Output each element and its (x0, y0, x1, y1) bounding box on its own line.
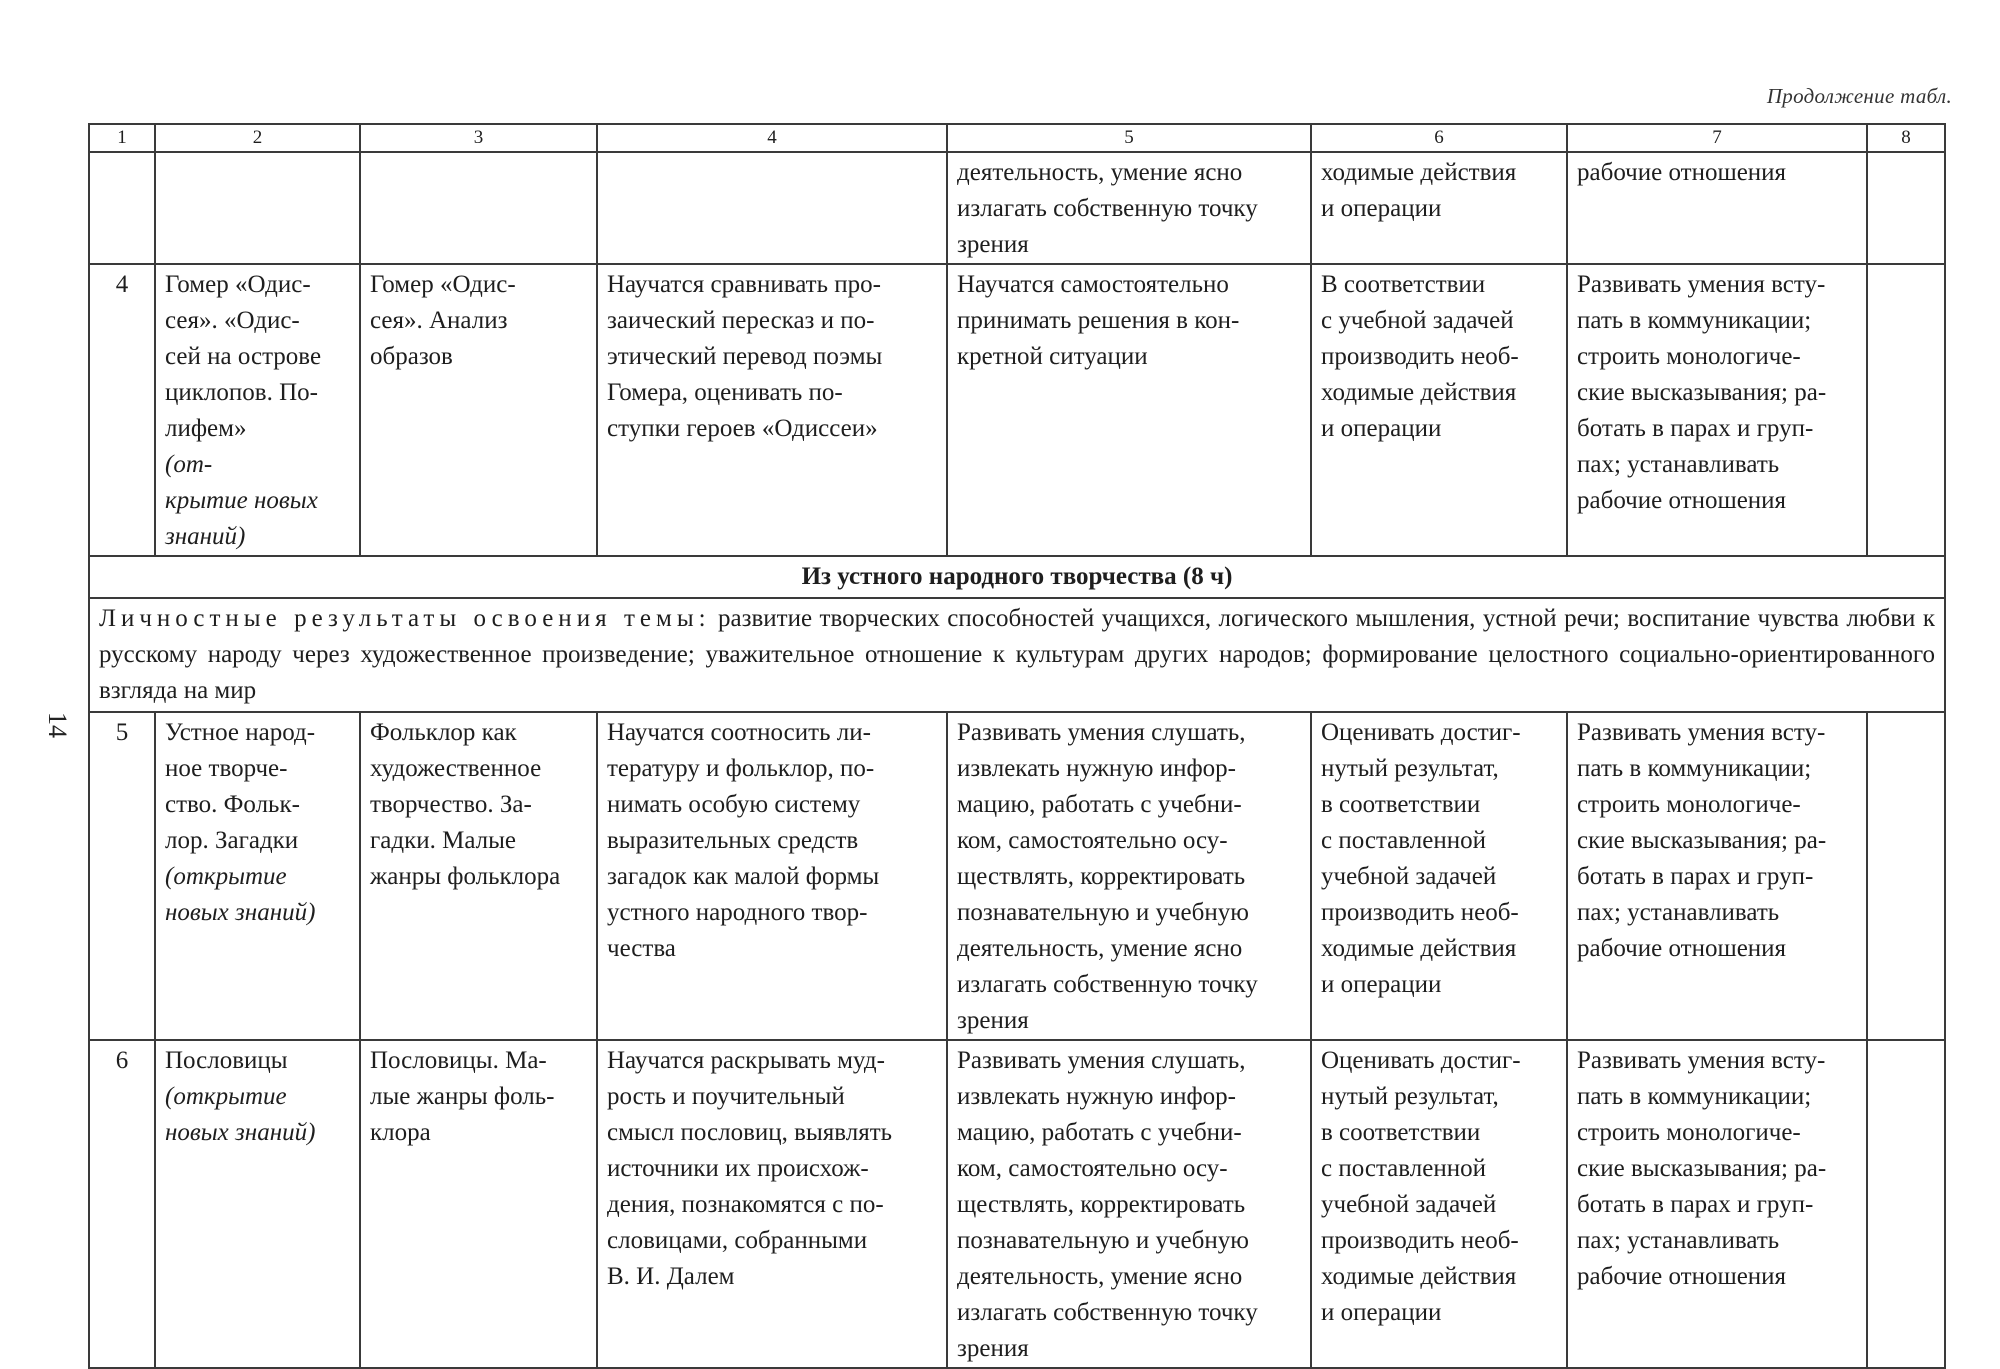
lesson-type (165, 1079, 350, 1151)
text-line: Развивать умения слушать, (957, 1047, 1246, 1074)
text-line: познавательную и учебную (957, 899, 1249, 926)
content-cell (360, 264, 597, 556)
text-line: и операции (1321, 415, 1442, 442)
regulative-results-cell (1311, 264, 1567, 556)
column-number: 4 (597, 124, 947, 152)
column-number: 3 (360, 124, 597, 152)
subject-results-cell (597, 712, 947, 1040)
text-line: ное творче- (165, 755, 288, 782)
column-number: 8 (1867, 124, 1945, 152)
text-line: и операции (1321, 971, 1442, 998)
text-line: ство. Фольк- (165, 791, 300, 818)
text-line: Гомер «Одис- (370, 271, 516, 298)
text-line: заический пересказ и по- (607, 307, 875, 334)
empty-cell (1867, 264, 1945, 556)
lesson-number-cell: 4 (89, 264, 155, 556)
text-line: ботать в парах и груп- (1577, 1191, 1814, 1218)
text-line: ходимые действия (1321, 935, 1517, 962)
text-line: мацию, работать с учебни- (957, 1119, 1242, 1146)
page-number: 14 (43, 712, 72, 738)
empty-cell (360, 152, 597, 264)
table-row-lesson-4 (89, 264, 1945, 556)
cognitive-results-cell (947, 712, 1311, 1040)
lesson-topic (165, 1043, 350, 1079)
text-line: рабочие отношения (1577, 935, 1787, 962)
content-cell (360, 1040, 597, 1368)
personal-results-row (89, 598, 1945, 712)
text-line: производить необ- (1321, 1227, 1519, 1254)
text-line: деятельность, умение ясно (957, 935, 1243, 962)
text-line: с поставленной (1321, 1155, 1486, 1182)
text-line: строить монологиче- (1577, 1119, 1801, 1146)
text-line: художественное (370, 755, 542, 782)
text-line: клора (370, 1119, 431, 1146)
text-line: образов (370, 343, 453, 370)
text-line: крытие новых (165, 487, 318, 514)
text-line: В соответствии (1321, 271, 1486, 298)
lesson-topic-cell (155, 712, 360, 1040)
text-line: извлекать нужную инфор- (957, 755, 1237, 782)
communicative-results-cell (1567, 1040, 1867, 1368)
regulative-results-cell (1311, 712, 1567, 1040)
text-line: этический перевод поэмы (607, 343, 883, 370)
subject-results-cell (597, 1040, 947, 1368)
personal-results-label: Личностные результаты освоения темы: (99, 605, 711, 632)
text-line: сея». Анализ (370, 307, 508, 334)
empty-cell (1867, 712, 1945, 1040)
text-line: Развивать умения всту- (1577, 271, 1826, 298)
text-line: чества (607, 935, 676, 962)
text-line: познавательную и учебную (957, 1227, 1249, 1254)
lesson-number-cell: 5 (89, 712, 155, 1040)
text-line: Фольклор как (370, 719, 517, 746)
text-line: ские высказывания; ра- (1577, 379, 1827, 406)
text-line: знаний) (165, 523, 246, 550)
table-row-lesson-6 (89, 1040, 1945, 1368)
text-line: рабочие отношения (1577, 159, 1787, 186)
empty-cell (1867, 1040, 1945, 1368)
text-line: излагать собственную точку (957, 1299, 1258, 1326)
lesson-type (165, 447, 350, 555)
text-line: Оценивать достиг- (1321, 1047, 1521, 1074)
text-line: кретной ситуации (957, 343, 1148, 370)
text-line: ботать в парах и груп- (1577, 415, 1814, 442)
text-line: строить монологиче- (1577, 343, 1801, 370)
text-line: новых знаний) (165, 899, 316, 926)
communicative-results-cell (1567, 152, 1867, 264)
text-line: Оценивать достиг- (1321, 719, 1521, 746)
text-line: и операции (1321, 1299, 1442, 1326)
text-line: жанры фольклора (370, 863, 561, 890)
text-line: (от- (165, 451, 213, 478)
table-row-lesson-5 (89, 712, 1945, 1040)
text-line: нутый результат, (1321, 755, 1499, 782)
column-number: 2 (155, 124, 360, 152)
text-line: циклопов. По- (165, 379, 318, 406)
subject-results-cell (597, 264, 947, 556)
text-line: Пословицы (165, 1047, 288, 1074)
lesson-topic (165, 267, 350, 447)
cognitive-results-cell (947, 264, 1311, 556)
text-line: Пословицы. Ма- (370, 1047, 547, 1074)
text-line: пах; устанавливать (1577, 1227, 1780, 1254)
lesson-type (165, 859, 350, 931)
text-line: Научатся соотносить ли- (607, 719, 871, 746)
text-line: лор. Загадки (165, 827, 299, 854)
table-continuation-caption: Продолжение табл. (1766, 84, 1952, 108)
text-line: словицами, собранными (607, 1227, 868, 1254)
lesson-topic-cell (155, 1040, 360, 1368)
column-number: 6 (1311, 124, 1567, 152)
text-line: лифем» (165, 415, 247, 442)
text-line: дения, познакомятся с по- (607, 1191, 884, 1218)
text-line: лые жанры фоль- (370, 1083, 555, 1110)
column-number: 1 (89, 124, 155, 152)
text-line: пать в коммуникации; (1577, 755, 1812, 782)
column-number-row (89, 124, 1945, 152)
text-line: ходимые действия (1321, 159, 1517, 186)
text-line: и операции (1321, 195, 1442, 222)
text-line: в соответствии (1321, 1119, 1481, 1146)
text-line: (открытие (165, 1083, 287, 1110)
text-line: устного народного твор- (607, 899, 868, 926)
text-line: с учебной задачей (1321, 307, 1514, 334)
empty-cell (155, 152, 360, 264)
text-line: ком, самостоятельно осу- (957, 1155, 1228, 1182)
text-line: новых знаний) (165, 1119, 316, 1146)
text-line: пать в коммуникации; (1577, 1083, 1812, 1110)
text-line: гадки. Малые (370, 827, 517, 854)
text-line: сея». «Одис- (165, 307, 300, 334)
text-line: ступки героев «Одиссеи» (607, 415, 878, 442)
text-line: с поставленной (1321, 827, 1486, 854)
text-line: рабочие отношения (1577, 487, 1787, 514)
text-line: смысл пословиц, выявлять (607, 1119, 893, 1146)
text-line: зрения (957, 1007, 1029, 1034)
text-line: ботать в парах и груп- (1577, 863, 1814, 890)
text-line: Научатся сравнивать про- (607, 271, 881, 298)
column-number: 7 (1567, 124, 1867, 152)
text-line: ходимые действия (1321, 1263, 1517, 1290)
text-line: тературу и фольклор, по- (607, 755, 875, 782)
column-number: 5 (947, 124, 1311, 152)
lesson-number-cell: 6 (89, 1040, 155, 1368)
text-line: Гомер «Одис- (165, 271, 311, 298)
communicative-results-cell (1567, 712, 1867, 1040)
text-line: ские высказывания; ра- (1577, 1155, 1827, 1182)
lesson-plan-table (88, 123, 1946, 1369)
text-line: Устное народ- (165, 719, 316, 746)
text-line: излагать собственную точку (957, 195, 1258, 222)
text-line: пах; устанавливать (1577, 451, 1780, 478)
text-line: источники их происхож- (607, 1155, 869, 1182)
text-line: деятельность, умение ясно (957, 1263, 1243, 1290)
regulative-results-cell (1311, 1040, 1567, 1368)
text-line: нимать особую систему (607, 791, 861, 818)
section-title: Из устного народного творчества (8 ч) (89, 556, 1945, 598)
empty-cell (1867, 152, 1945, 264)
text-line: выразительных средств (607, 827, 859, 854)
text-line: производить необ- (1321, 899, 1519, 926)
text-line: Научатся раскрывать муд- (607, 1047, 885, 1074)
text-line: ходимые действия (1321, 379, 1517, 406)
text-line: Развивать умения всту- (1577, 719, 1826, 746)
empty-cell (89, 152, 155, 264)
text-line: деятельность, умение ясно (957, 159, 1243, 186)
text-line: творчество. За- (370, 791, 532, 818)
text-line: строить монологиче- (1577, 791, 1801, 818)
text-line: производить необ- (1321, 343, 1519, 370)
cognitive-results-cell (947, 1040, 1311, 1368)
text-line: Развивать умения слушать, (957, 719, 1246, 746)
text-line: В. И. Далем (607, 1263, 735, 1290)
text-line: пах; устанавливать (1577, 899, 1780, 926)
content-cell (360, 712, 597, 1040)
text-line: зрения (957, 231, 1029, 258)
text-line: в соответствии (1321, 791, 1481, 818)
text-line: излагать собственную точку (957, 971, 1258, 998)
communicative-results-cell (1567, 264, 1867, 556)
text-line: принимать решения в кон- (957, 307, 1240, 334)
text-line: зрения (957, 1335, 1029, 1362)
text-line: пать в коммуникации; (1577, 307, 1812, 334)
text-line: рабочие отношения (1577, 1263, 1787, 1290)
text-line: рость и поучительный (607, 1083, 845, 1110)
text-line: сей на острове (165, 343, 322, 370)
section-title-row (89, 556, 1945, 598)
text-line: (открытие (165, 863, 287, 890)
text-line: ские высказывания; ра- (1577, 827, 1827, 854)
text-line: учебной задачей (1321, 1191, 1497, 1218)
empty-cell (597, 152, 947, 264)
text-line: Гомера, оценивать по- (607, 379, 843, 406)
text-line: загадок как малой формы (607, 863, 880, 890)
text-line: Развивать умения всту- (1577, 1047, 1826, 1074)
lesson-topic (165, 715, 350, 859)
text-line: ществлять, корректировать (957, 1191, 1246, 1218)
text-line: извлекать нужную инфор- (957, 1083, 1237, 1110)
text-line: учебной задачей (1321, 863, 1497, 890)
text-line: мацию, работать с учебни- (957, 791, 1242, 818)
lesson-topic-cell (155, 264, 360, 556)
text-line: Научатся самостоятельно (957, 271, 1229, 298)
text-line: ществлять, корректировать (957, 863, 1246, 890)
text-line: нутый результат, (1321, 1083, 1499, 1110)
personal-results-text: развитие творческих способностей учащихся, логического мышления, устной речи; воспитание чувства любви к русскому народу через художественное произведение; уважительное отношение к культурам других народов; формирование целостного социально-ориентированного взгляда на мир (99, 605, 1935, 704)
personal-results-cell (89, 598, 1945, 712)
text-line: ком, самостоятельно осу- (957, 827, 1228, 854)
regulative-results-cell (1311, 152, 1567, 264)
cognitive-results-cell (947, 152, 1311, 264)
table-row-continuation (89, 152, 1945, 264)
